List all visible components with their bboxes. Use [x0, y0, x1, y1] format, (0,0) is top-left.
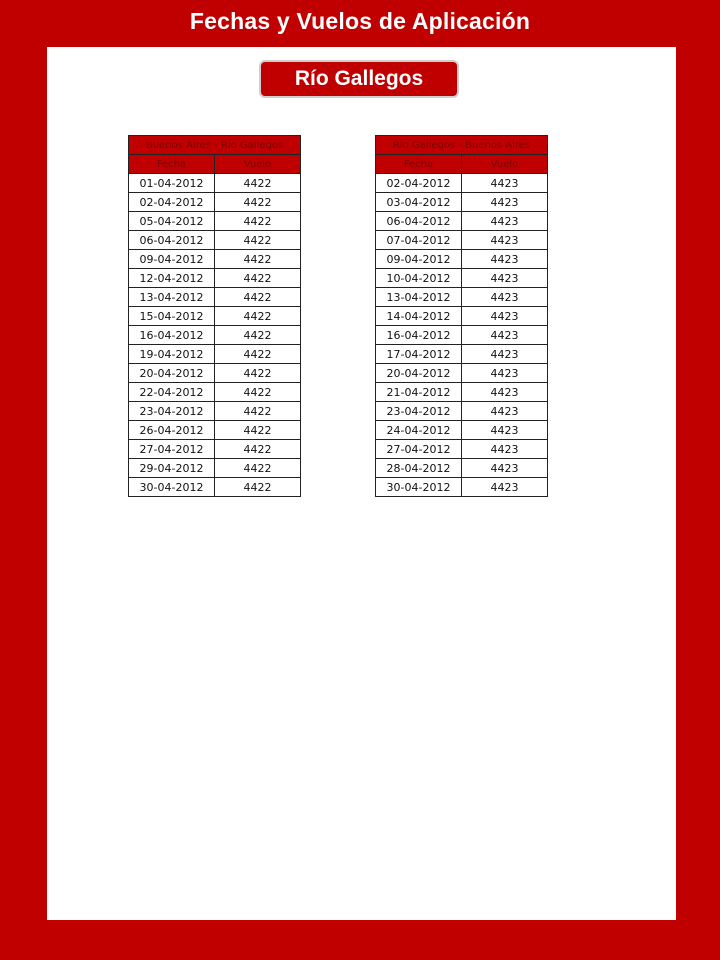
flight-cell: 4422	[215, 459, 301, 478]
date-cell: 21-04-2012	[376, 383, 462, 402]
flight-cell: 4423	[462, 174, 548, 193]
flight-cell: 4422	[215, 212, 301, 231]
flight-cell: 4422	[215, 345, 301, 364]
table-row	[376, 478, 548, 497]
date-cell: 01-04-2012	[129, 174, 215, 193]
flight-cell: 4422	[215, 174, 301, 193]
date-cell: 28-04-2012	[376, 459, 462, 478]
content-sheet	[47, 47, 676, 920]
flight-cell: 4423	[462, 326, 548, 345]
column-header-flight: Vuelo	[462, 155, 548, 174]
date-cell: 09-04-2012	[129, 250, 215, 269]
column-header-flight: Vuelo	[215, 155, 301, 174]
flight-cell: 4423	[462, 402, 548, 421]
date-cell: 03-04-2012	[376, 193, 462, 212]
flight-cell: 4422	[215, 250, 301, 269]
date-cell: 10-04-2012	[376, 269, 462, 288]
table-row	[129, 174, 301, 193]
flights-table-return	[375, 135, 548, 497]
city-badge: Río Gallegos	[259, 60, 459, 98]
flight-cell: 4423	[462, 269, 548, 288]
flight-cell: 4422	[215, 402, 301, 421]
table-row	[129, 440, 301, 459]
page-title: Fechas y Vuelos de Aplicación	[189, 8, 531, 34]
date-cell: 16-04-2012	[376, 326, 462, 345]
date-cell: 16-04-2012	[129, 326, 215, 345]
date-cell: 13-04-2012	[129, 288, 215, 307]
date-cell: 30-04-2012	[376, 478, 462, 497]
table-row	[376, 364, 548, 383]
flights-table-outbound	[128, 135, 301, 497]
date-cell: 12-04-2012	[129, 269, 215, 288]
flight-cell: 4422	[215, 269, 301, 288]
route-header: Río Gallegos - Buenos Aires	[376, 136, 548, 155]
table-row	[376, 288, 548, 307]
date-cell: 19-04-2012	[129, 345, 215, 364]
flight-cell: 4423	[462, 212, 548, 231]
table-row	[129, 345, 301, 364]
flight-cell: 4423	[462, 459, 548, 478]
column-header-date: Fecha	[129, 155, 215, 174]
flight-cell: 4423	[462, 345, 548, 364]
flight-cell: 4423	[462, 383, 548, 402]
table-row	[376, 212, 548, 231]
flight-cell: 4423	[462, 421, 548, 440]
table-row	[129, 269, 301, 288]
flight-cell: 4422	[215, 478, 301, 497]
flight-cell: 4422	[215, 193, 301, 212]
table-row	[129, 459, 301, 478]
date-cell: 27-04-2012	[129, 440, 215, 459]
table-row	[376, 326, 548, 345]
table-row	[129, 326, 301, 345]
route-header: Buenos Aires - Río Gallegos	[129, 136, 301, 155]
date-cell: 14-04-2012	[376, 307, 462, 326]
date-cell: 17-04-2012	[376, 345, 462, 364]
table-row	[129, 193, 301, 212]
date-cell: 02-04-2012	[376, 174, 462, 193]
flight-cell: 4422	[215, 307, 301, 326]
date-cell: 15-04-2012	[129, 307, 215, 326]
date-cell: 23-04-2012	[376, 402, 462, 421]
date-cell: 06-04-2012	[129, 231, 215, 250]
date-cell: 29-04-2012	[129, 459, 215, 478]
flight-cell: 4422	[215, 421, 301, 440]
table-row	[376, 402, 548, 421]
table-row	[376, 440, 548, 459]
table-row	[129, 250, 301, 269]
flight-cell: 4423	[462, 250, 548, 269]
date-cell: 22-04-2012	[129, 383, 215, 402]
flight-cell: 4422	[215, 383, 301, 402]
table-row	[376, 383, 548, 402]
table-row	[376, 250, 548, 269]
date-cell: 24-04-2012	[376, 421, 462, 440]
date-cell: 05-04-2012	[129, 212, 215, 231]
table-row	[376, 231, 548, 250]
date-cell: 20-04-2012	[129, 364, 215, 383]
table-body	[376, 174, 548, 497]
date-cell: 13-04-2012	[376, 288, 462, 307]
flight-cell: 4422	[215, 440, 301, 459]
table-body	[129, 174, 301, 497]
table-row	[129, 421, 301, 440]
date-cell: 06-04-2012	[376, 212, 462, 231]
flight-cell: 4423	[462, 288, 548, 307]
flight-cell: 4423	[462, 307, 548, 326]
date-cell: 20-04-2012	[376, 364, 462, 383]
table-row	[376, 421, 548, 440]
date-cell: 26-04-2012	[129, 421, 215, 440]
flight-cell: 4422	[215, 288, 301, 307]
table-row	[129, 383, 301, 402]
table-row	[376, 345, 548, 364]
date-cell: 27-04-2012	[376, 440, 462, 459]
date-cell: 23-04-2012	[129, 402, 215, 421]
flight-cell: 4423	[462, 231, 548, 250]
table-row	[376, 459, 548, 478]
date-cell: 30-04-2012	[129, 478, 215, 497]
flight-cell: 4423	[462, 364, 548, 383]
flight-cell: 4423	[462, 440, 548, 459]
date-cell: 07-04-2012	[376, 231, 462, 250]
table-row	[376, 307, 548, 326]
flight-cell: 4422	[215, 364, 301, 383]
table-row	[129, 402, 301, 421]
table-row	[129, 364, 301, 383]
flight-cell: 4423	[462, 478, 548, 497]
flight-cell: 4423	[462, 193, 548, 212]
table-row	[376, 174, 548, 193]
table-row	[129, 212, 301, 231]
table-row	[129, 478, 301, 497]
table-row	[129, 231, 301, 250]
column-header-date: Fecha	[376, 155, 462, 174]
flight-cell: 4422	[215, 326, 301, 345]
table-row	[376, 269, 548, 288]
table-row	[376, 193, 548, 212]
date-cell: 09-04-2012	[376, 250, 462, 269]
table-row	[129, 307, 301, 326]
table-row	[129, 288, 301, 307]
flight-cell: 4422	[215, 231, 301, 250]
date-cell: 02-04-2012	[129, 193, 215, 212]
